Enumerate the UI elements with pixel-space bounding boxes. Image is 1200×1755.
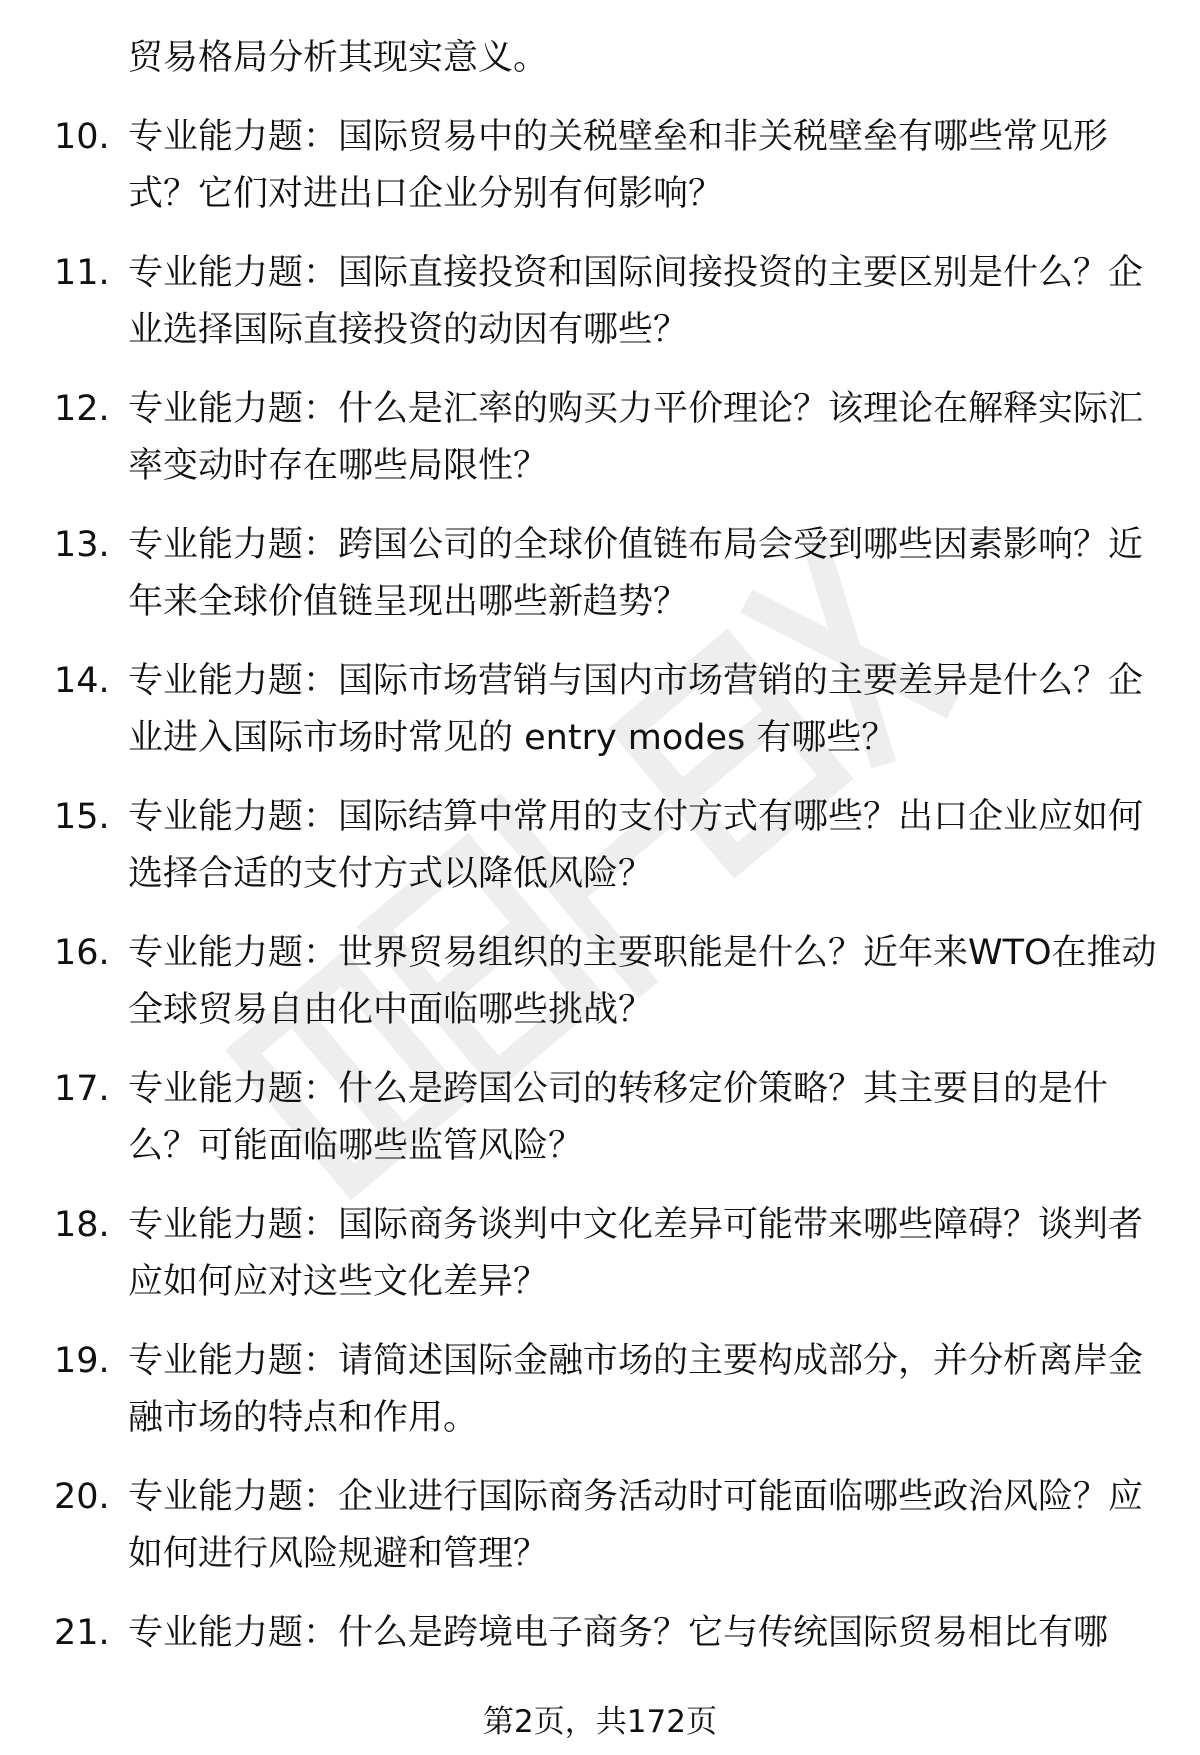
- question-text: 专业能力题：世界贸易组织的主要职能是什么？近年来WTO在推动全球贸易自由化中面临哪些挑战？: [128, 933, 1157, 1030]
- page-footer: [0, 1702, 1200, 1742]
- question-text: 专业能力题：国际贸易中的关税壁垒和非关税壁垒有哪些常见形式？它们对进出口企业分别有何影响？: [128, 117, 1109, 214]
- question-number: 21.: [54, 1613, 110, 1653]
- question-item-20: [0, 1469, 1200, 1583]
- question-item-12: [0, 381, 1200, 495]
- question-text: 专业能力题：国际直接投资和国际间接投资的主要区别是什么？企业选择国际直接投资的动因有哪些？: [128, 253, 1144, 350]
- question-text: 专业能力题：什么是跨国公司的转移定价策略？其主要目的是什么？可能面临哪些监管风险？: [128, 1069, 1109, 1166]
- page-number-label: 第2页，共172页: [483, 1704, 717, 1740]
- question-text: 专业能力题：请简述国际金融市场的主要构成部分，并分析离岸金融市场的特点和作用。: [128, 1341, 1144, 1438]
- question-item-19: [0, 1333, 1200, 1447]
- question-text: 专业能力题：国际结算中常用的支付方式有哪些？出口企业应如何选择合适的支付方式以降低风险？: [128, 797, 1144, 894]
- question-item-13: [0, 517, 1200, 631]
- question-number: 19.: [54, 1341, 110, 1381]
- question-number: 12.: [54, 389, 110, 429]
- question-item-15: [0, 789, 1200, 903]
- question-text: 专业能力题：什么是汇率的购买力平价理论？该理论在解释实际汇率变动时存在哪些局限性？: [128, 389, 1144, 486]
- question-item-21: [0, 1605, 1200, 1662]
- question-number: 16.: [54, 933, 110, 973]
- question-text: 专业能力题：跨国公司的全球价值链布局会受到哪些因素影响？近年来全球价值链呈现出哪些新趋势？: [128, 525, 1144, 622]
- question-text: 专业能力题：国际商务谈判中文化差异可能带来哪些障碍？谈判者应如何应对这些文化差异？: [128, 1205, 1144, 1302]
- question-number: 13.: [54, 525, 110, 565]
- question-number: 11.: [54, 253, 110, 293]
- question-item-11: [0, 245, 1200, 359]
- question-item-18: [0, 1197, 1200, 1311]
- question-number: 15.: [54, 797, 110, 837]
- document-body: [0, 30, 1200, 1684]
- question-item-17: [0, 1061, 1200, 1175]
- question-text: 专业能力题：什么是跨境电子商务？它与传统国际贸易相比有哪: [128, 1613, 1109, 1653]
- question-number: 10.: [54, 117, 110, 157]
- question-item-16: [0, 925, 1200, 1039]
- question-number: 17.: [54, 1069, 110, 1109]
- question-item-14: [0, 653, 1200, 767]
- question-text: 专业能力题：国际市场营销与国内市场营销的主要差异是什么？企业进入国际市场时常见的 entry modes 有哪些？: [128, 661, 1144, 758]
- question-number: 18.: [54, 1205, 110, 1245]
- question-number: 14.: [54, 661, 110, 701]
- question-item-10: [0, 109, 1200, 223]
- question-number: 20.: [54, 1477, 110, 1517]
- continuation-text: 贸易格局分析其现实意义。: [128, 38, 549, 78]
- question-text: 专业能力题：企业进行国际商务活动时可能面临哪些政治风险？应如何进行风险规避和管理？: [128, 1477, 1144, 1574]
